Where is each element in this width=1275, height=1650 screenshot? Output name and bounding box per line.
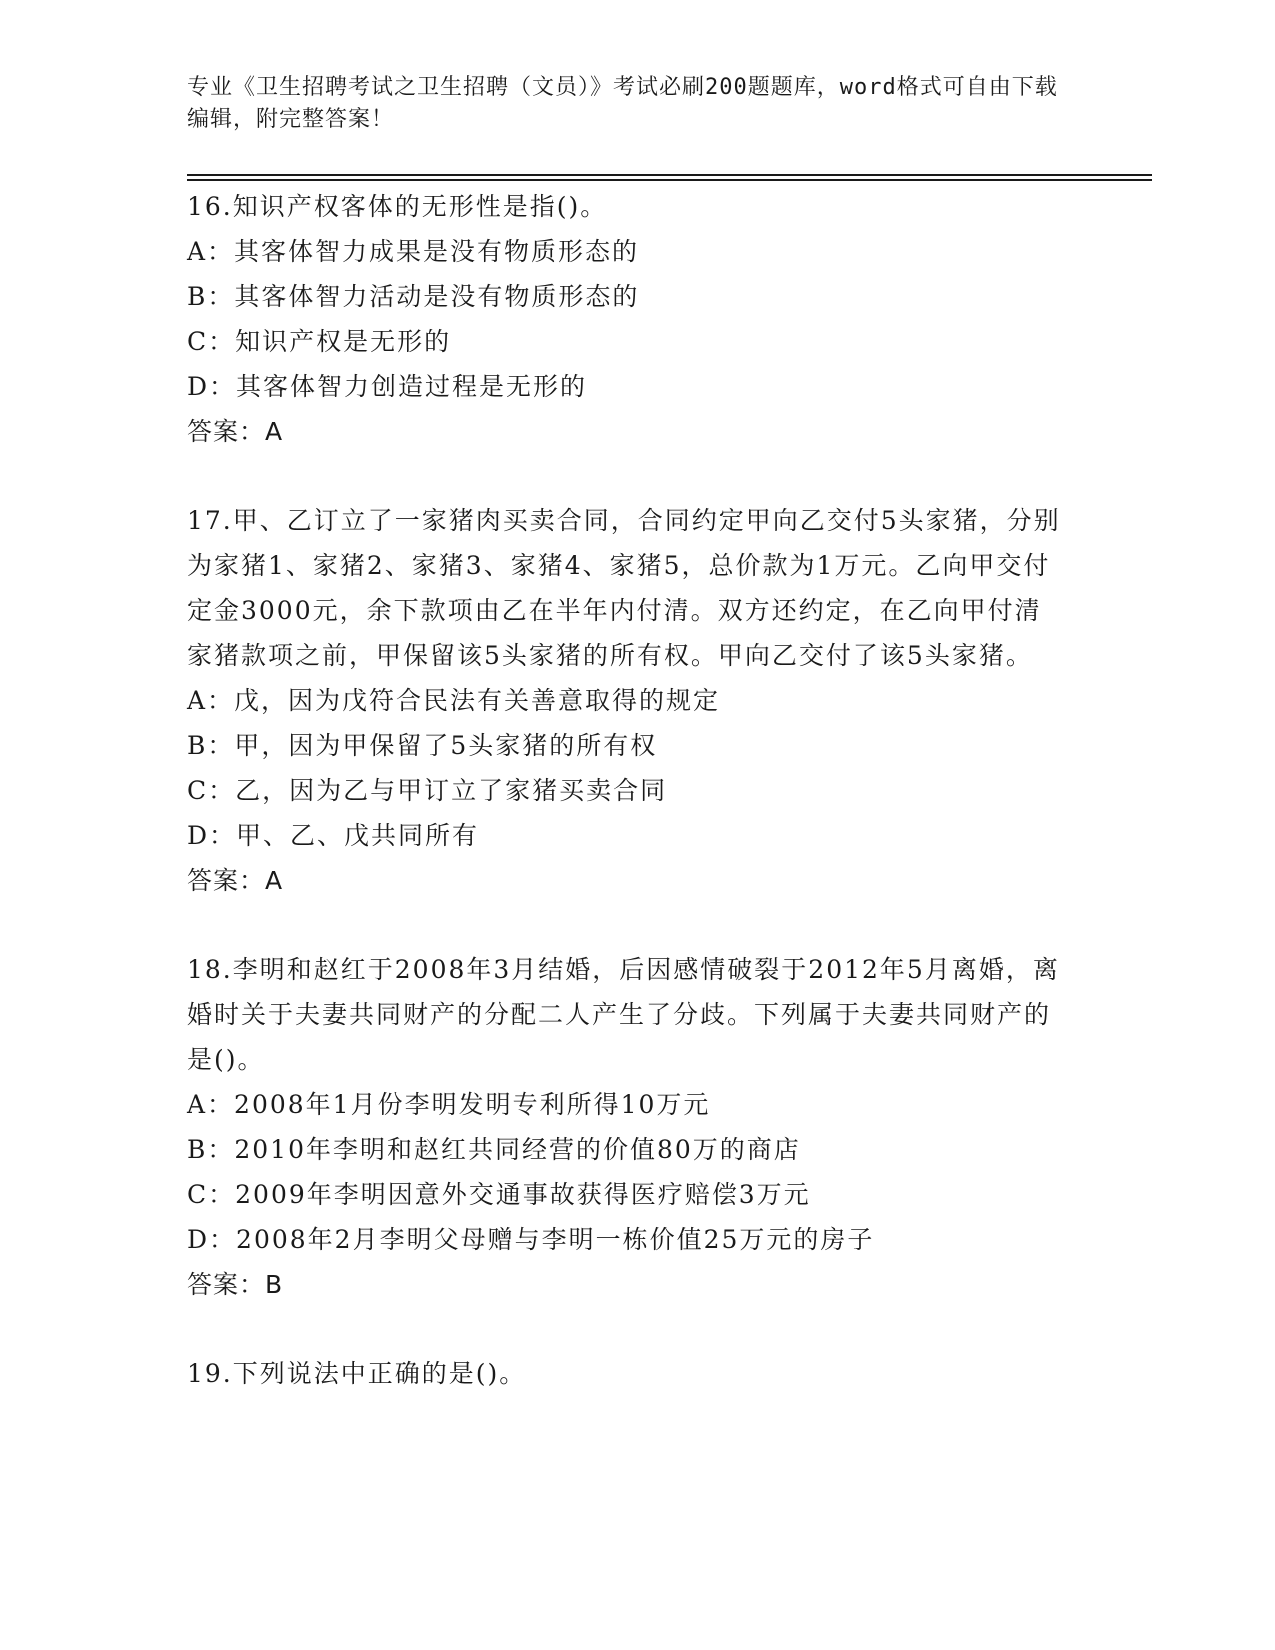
question-text: 17.甲、乙订立了一家猪肉买卖合同，合同约定甲向乙交付5头家猪，分别为家猪1、家猪2、家猪3、家猪4、家猪5，总价款为1万元。乙向甲交付定金3000元，余下款项由乙在半年内付清。双方还约定，在乙向甲付清家猪款项之前，甲保留该5头家猪的所有权。甲向乙交付了该5头家猪。 — [187, 506, 1061, 670]
question-text: 18.李明和赵红于2008年3月结婚，后因感情破裂于2012年5月离婚，离婚时关于夫妻共同财产的分配二人产生了分歧。下列属于夫妻共同财产的是()。 — [187, 955, 1060, 1074]
document-header: 专业《卫生招聘考试之卫生招聘（文员）》考试必刷200题题库，word格式可自由下载编辑，附完整答案！ — [187, 75, 1058, 132]
answer: 答案：B — [187, 1270, 284, 1299]
divider-line-top — [187, 174, 1152, 176]
option-d: D：2008年2月李明父母赠与李明一栋价值25万元的房子 — [187, 1225, 875, 1254]
option-c: C：乙，因为乙与甲订立了家猪买卖合同 — [187, 776, 668, 805]
spacer — [187, 454, 1152, 498]
spacer — [187, 903, 1152, 947]
option-a: A：戊，因为戊符合民法有关善意取得的规定 — [187, 686, 721, 715]
document-page — [187, 72, 1152, 1396]
question-19 — [187, 1351, 1067, 1396]
option-b: B：甲，因为甲保留了5头家猪的所有权 — [187, 731, 658, 760]
answer: 答案：A — [187, 417, 284, 446]
option-a: A：2008年1月份李明发明专利所得10万元 — [187, 1090, 711, 1119]
answer: 答案：A — [187, 866, 284, 895]
option-b: B：其客体智力活动是没有物质形态的 — [187, 282, 640, 311]
question-text: 19.下列说法中正确的是()。 — [187, 1359, 527, 1388]
option-b: B：2010年李明和赵红共同经营的价值80万的商店 — [187, 1135, 801, 1164]
question-16 — [187, 184, 1067, 454]
question-17 — [187, 498, 1067, 903]
option-a: A：其客体智力成果是没有物质形态的 — [187, 237, 640, 266]
question-text: 16.知识产权客体的无形性是指()。 — [187, 192, 608, 221]
spacer — [187, 1307, 1152, 1351]
question-18 — [187, 947, 1067, 1307]
option-c: C：2009年李明因意外交通事故获得医疗赔偿3万元 — [187, 1180, 811, 1209]
option-d: D：甲、乙、戊共同所有 — [187, 821, 480, 850]
option-c: C：知识产权是无形的 — [187, 327, 452, 356]
header-divider — [187, 174, 1152, 181]
option-d: D：其客体智力创造过程是无形的 — [187, 372, 588, 401]
divider-line-bottom — [187, 179, 1152, 181]
